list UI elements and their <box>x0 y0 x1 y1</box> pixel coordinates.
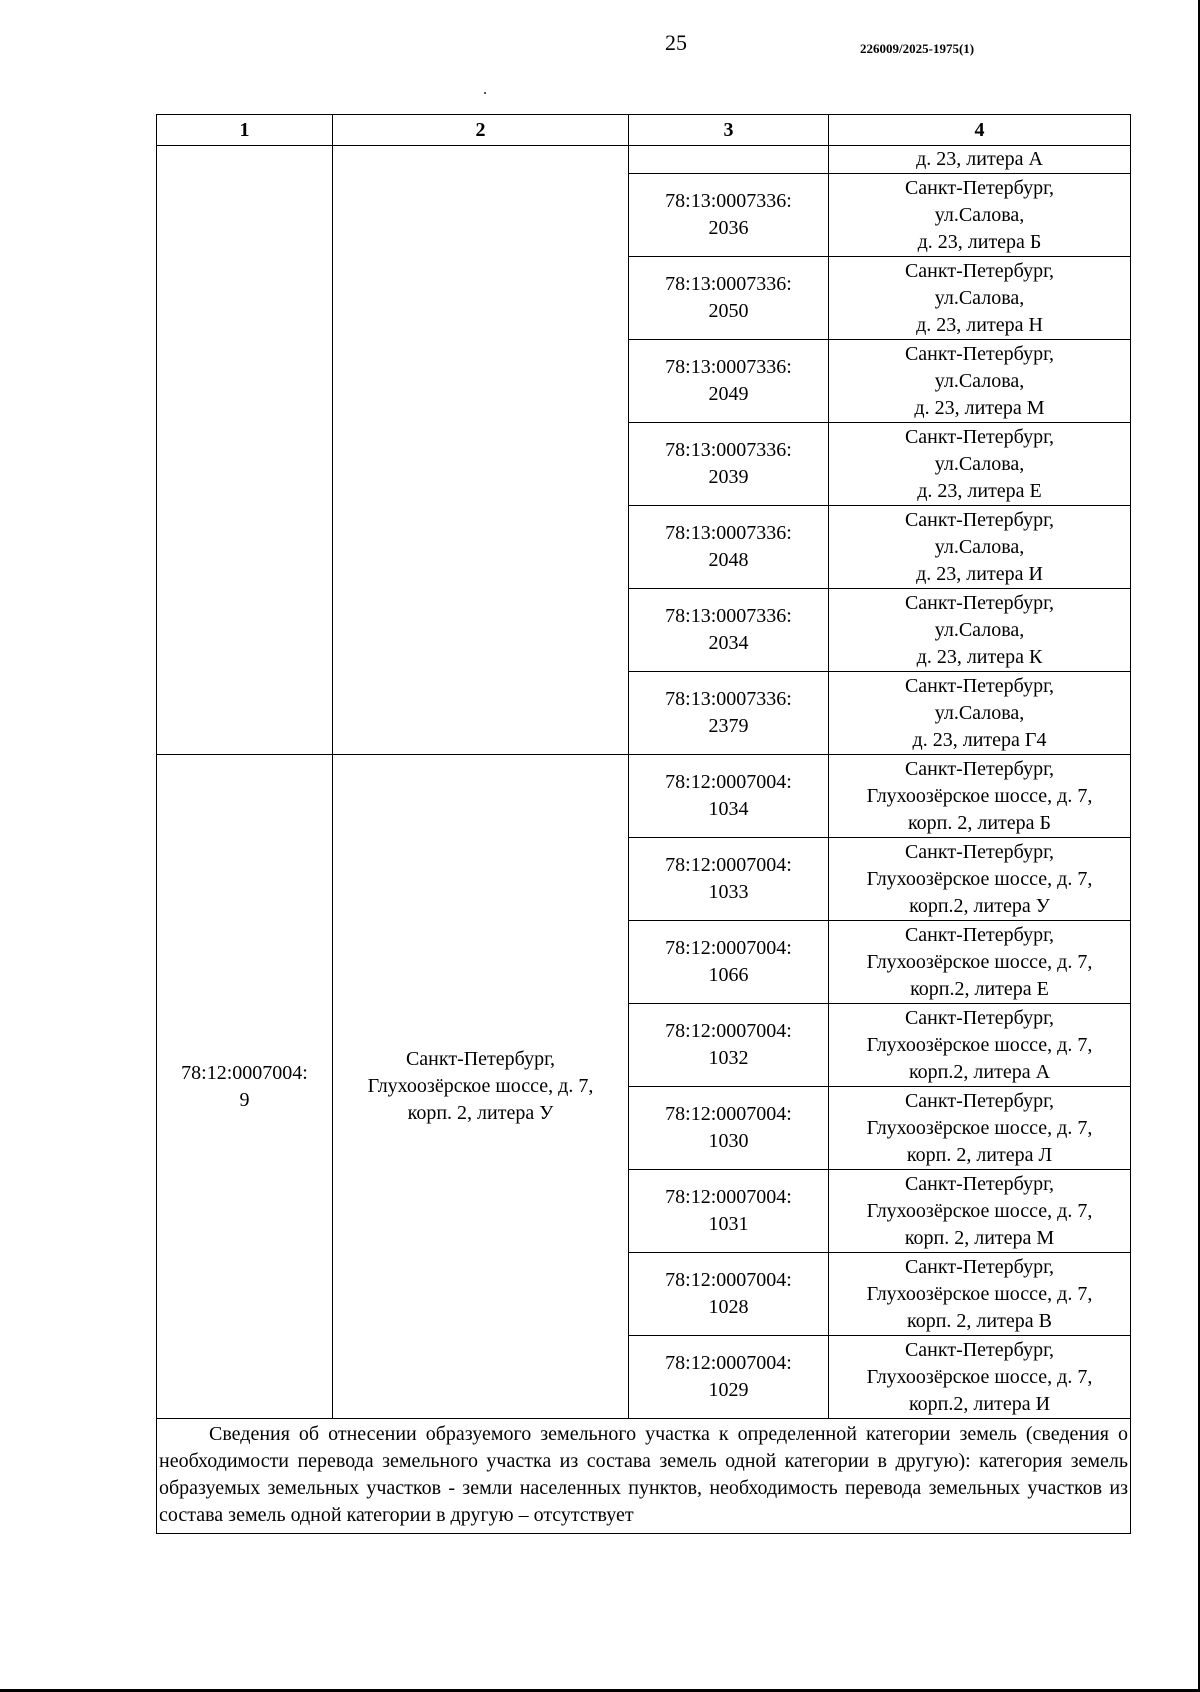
object-address-cell-text: д. 23, литера А <box>916 148 1043 170</box>
object-number-cell-text: 78:12:0007004: 1030 <box>665 1103 792 1152</box>
object-number-cell <box>629 174 829 257</box>
object-address-cell <box>829 589 1131 672</box>
object-address-cell-text: Санкт-Петербург, ул.Салова, д. 23, литера Н <box>904 259 1055 336</box>
object-number-cell-text: 78:12:0007004: 1028 <box>665 1269 792 1318</box>
object-number-cell-text: 78:13:0007336: 2048 <box>665 522 792 571</box>
object-address-cell <box>829 838 1131 921</box>
object-address-cell-text: Санкт-Петербург, ул.Салова, д. 23, литера Е <box>904 425 1055 502</box>
object-number-cell <box>629 257 829 340</box>
object-number-cell-text: 78:12:0007004: 1033 <box>665 854 792 903</box>
object-address-cell <box>829 921 1131 1004</box>
object-address-cell <box>829 1170 1131 1253</box>
object-address-cell <box>829 423 1131 506</box>
object-number-cell <box>629 1336 829 1419</box>
header-cell-3: 3 <box>629 115 829 146</box>
object-address-cell <box>829 1253 1131 1336</box>
group-plot-address-text: Санкт-Петербург, Глухоозёрское шоссе, д. 7, корп. 2, литера У <box>367 1048 594 1124</box>
object-number-cell-text: 78:12:0007004: 1031 <box>665 1186 792 1235</box>
object-number-cell-text: 78:12:0007004: 1029 <box>665 1352 792 1401</box>
object-address-cell <box>829 506 1131 589</box>
header-cell-2: 2 <box>333 115 629 146</box>
object-address-cell-text: Санкт-Петербург, Глухоозёрское шоссе, д. 7, корп. 2, литера В <box>866 1255 1093 1332</box>
object-address-cell <box>829 146 1131 174</box>
document-id: 226009/2025-1975(1) <box>860 41 975 56</box>
group-plot-address <box>333 146 629 755</box>
object-address-cell-text: Санкт-Петербург, Глухоозёрское шоссе, д. 7, корп.2, литера Е <box>866 923 1093 1000</box>
object-address-cell-text: Санкт-Петербург, ул.Салова, д. 23, литера И <box>904 508 1055 585</box>
table-row <box>157 146 1131 174</box>
table-row <box>157 755 1131 838</box>
land-category-note: Сведения об отнесении образуемого земельного участка к определенной категории земель (сведения о необходимости перевода земельного участка из состава земель одной категории в другую): категория земель образуемых земельных участков - земли населенных пунктов, необходимость перевода земельных участков из состава земель одной категории в другую – отсутствует <box>157 1419 1131 1534</box>
object-number-cell <box>629 589 829 672</box>
page-number: 25 <box>665 30 687 55</box>
object-number-cell-text: 78:13:0007336: 2379 <box>665 688 792 737</box>
object-number-cell <box>629 146 829 174</box>
object-address-cell-text: Санкт-Петербург, Глухоозёрское шоссе, д. 7, корп.2, литера И <box>866 1338 1093 1415</box>
object-number-cell-text: 78:12:0007004: 1034 <box>665 771 792 820</box>
scan-artifact <box>484 92 486 94</box>
object-address-cell <box>829 1087 1131 1170</box>
note-row <box>157 1419 1131 1534</box>
object-number-cell <box>629 1170 829 1253</box>
object-number-cell <box>629 423 829 506</box>
object-address-cell-text: Санкт-Петербург, Глухоозёрское шоссе, д. 7, корп. 2, литера Б <box>866 757 1093 834</box>
header-cell-4: 4 <box>829 115 1131 146</box>
object-number-cell <box>629 1087 829 1170</box>
object-number-cell-text: 78:13:0007336: 2039 <box>665 439 792 488</box>
object-address-cell-text: Санкт-Петербург, Глухоозёрское шоссе, д. 7, корп. 2, литера М <box>866 1172 1093 1249</box>
object-address-cell <box>829 174 1131 257</box>
object-address-cell-text: Санкт-Петербург, ул.Салова, д. 23, литера Б <box>904 176 1055 253</box>
object-number-cell-text: 78:12:0007004: 1066 <box>665 937 792 986</box>
object-address-cell-text: Санкт-Петербург, ул.Салова, д. 23, литера М <box>904 342 1055 419</box>
object-number-cell <box>629 506 829 589</box>
group-plot-number <box>157 755 333 1419</box>
object-address-cell-text: Санкт-Петербург, Глухоозёрское шоссе, д. 7, корп.2, литера А <box>866 1006 1093 1083</box>
object-number-cell <box>629 1253 829 1336</box>
object-address-cell <box>829 1336 1131 1419</box>
land-plots-table <box>156 114 1131 1534</box>
group-plot-number <box>157 146 333 755</box>
object-number-cell <box>629 838 829 921</box>
object-number-cell <box>629 921 829 1004</box>
object-address-cell <box>829 257 1131 340</box>
object-number-cell-text: 78:13:0007336: 2034 <box>665 605 792 654</box>
object-address-cell <box>829 340 1131 423</box>
object-address-cell-text: Санкт-Петербург, ул.Салова, д. 23, литера К <box>904 591 1055 668</box>
header-row <box>157 115 1131 146</box>
object-address-cell <box>829 755 1131 838</box>
object-number-cell <box>629 1004 829 1087</box>
object-number-cell-text: 78:13:0007336: 2049 <box>665 356 792 405</box>
object-address-cell-text: Санкт-Петербург, Глухоозёрское шоссе, д. 7, корп. 2, литера Л <box>866 1089 1093 1166</box>
header-cell-1: 1 <box>157 115 333 146</box>
object-address-cell <box>829 1004 1131 1087</box>
object-address-cell <box>829 672 1131 755</box>
object-number-cell <box>629 755 829 838</box>
table-body <box>157 115 1131 1534</box>
object-number-cell-text: 78:13:0007336: 2036 <box>665 190 792 239</box>
object-number-cell <box>629 672 829 755</box>
group-plot-address <box>333 755 629 1419</box>
object-number-cell-text: 78:12:0007004: 1032 <box>665 1020 792 1069</box>
object-address-cell-text: Санкт-Петербург, ул.Салова, д. 23, литера Г4 <box>904 674 1055 751</box>
object-number-cell <box>629 340 829 423</box>
group-plot-number-text: 78:12:0007004: 9 <box>181 1061 308 1111</box>
object-address-cell-text: Санкт-Петербург, Глухоозёрское шоссе, д. 7, корп.2, литера У <box>866 840 1093 917</box>
object-number-cell-text: 78:13:0007336: 2050 <box>665 273 792 322</box>
